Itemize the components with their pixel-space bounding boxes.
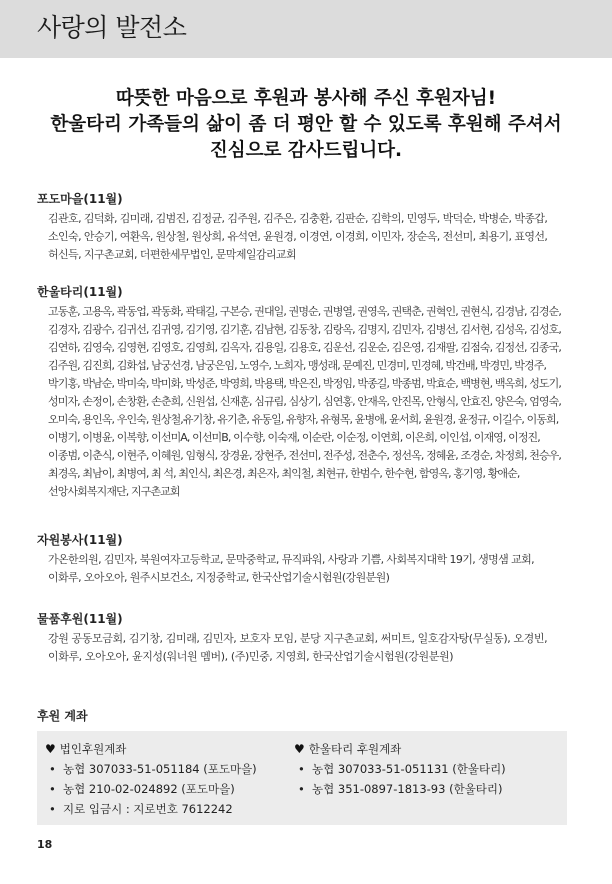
section-body-goods: 강원 공동모금회, 김기창, 김미래, 김민자, 보호자 모임, 분당 지구촌교회, 써미트, 일호감자탕(무실동), 오경빈, 이화루, 오아오아, 윤지성(워너원 멤버), (주)민중, 지영희, 한국산업기술시험원(강원분원) <box>48 632 548 663</box>
account-item <box>45 779 257 799</box>
section-volunteer <box>37 531 567 587</box>
corporate-account-label: 법인후원계좌 <box>59 742 127 756</box>
bullet-icon: • <box>298 782 305 796</box>
account-item <box>294 779 506 799</box>
account-item-text: 농협 210-02-024892 (포도마을) <box>63 782 235 796</box>
section-body-volunteer: 가온한의원, 김민자, 북원여자고등학교, 문막중학교, 뮤직파워, 사랑과 기쁨, 사회복지대학 19기, 생명샘 교회, 이화루, 오아오아, 원주시보건소, 지정중학교, 한국산업기술시험원(강원분원) <box>48 553 535 584</box>
donation-accounts-box <box>37 731 567 825</box>
hanultari-account-label: 한울타리 후원계좌 <box>308 742 402 756</box>
heart-icon: ♥ <box>45 742 56 756</box>
hanultari-account-heading <box>294 739 506 759</box>
section-title-goods: 물품후원(11월) <box>37 612 123 626</box>
headline-line-2: 한울타리 가족들의 삶이 좀 더 평안 할 수 있도록 후원해 주셔서 <box>50 114 562 135</box>
bullet-icon: • <box>298 762 305 776</box>
section-title-hanultari: 한울타리(11월) <box>37 285 123 299</box>
account-item-text: 농협 307033-51-051131 (한울타리) <box>312 762 506 776</box>
section-hanultari <box>37 283 567 501</box>
donation-section-title: 후원 계좌 <box>37 709 88 723</box>
section-body-hanultari: 고동훈, 고용옥, 곽동업, 곽동화, 곽태길, 구본승, 권대일, 권명순, 권병열, 권영옥, 권택춘, 권혁인, 권현식, 김경남, 김경순, 김경자, 김광수, 김귀선, 김귀영, 김기영, 김기훈, 김남현, 김동창, 김랑옥, 김명지, 김민자, 김병선, 김서현, 김성옥, 김성호, 김연하, 김영숙, 김영현, 김영호, 김영희, 김옥자, 김용일, 김용호, 김운선, 김운순, 김은영, 김재팔, 김점숙, 김정선, 김종국, 김주원, 김진희, 김화섭, 남궁선경, 남궁은임, 노영수, 노희자, 맹성래, 문예진, 민경미, 민경혜, 박건배, 박경민, 박경주, 박기홍, 박남순, 박미숙, 박미화, 박성준, 박영희, 박용택, 박은진, 박정임, 박종길, 박종범, 박효순, 백병현, 백옥희, 성도기, 성미자, 손정이, 손창환, 손춘희, 신원섭, 신재훈, 심규림, 심상기, 심연홍, 안재옥, 안진목, 안형식, 안효진, 양은숙, 엄영숙, 오미숙, 용인옥, 우인숙, 원상철,유기창, 유기춘, 유동일, 유향자, 유형목, 윤병애, 윤서희, 윤원경, 윤정규, 이길수, 이동희, 이병기, 이병윤, 이복향, 이선미A, 이선미B, 이수향, 이숙재, 이순란, 이순정, 이연희, 이은희, 이인섭, 이재영, 이정진, 이종범, 이춘식, 이현주, 이혜원, 임형식, 장경윤, 장현주, 전선미, 전주성, 전춘수, 정선옥, 정혜윤, 조경순, 차정희, 천승우, 최경옥, 최남이, 최병여, 최 석, 최인식, 최은경, 최은자, 최익철, 최현규, 한범수, 한수현, 함영옥, 홍기영, 황애순, 선앙사회복지재단, 지구촌교회 <box>48 305 561 498</box>
bullet-icon: • <box>49 762 56 776</box>
bullet-icon: • <box>49 802 56 816</box>
headline-line-3: 진심으로 감사드립니다. <box>209 140 403 161</box>
account-item <box>45 799 257 819</box>
section-goods <box>37 610 567 666</box>
corporate-account-heading <box>45 739 257 759</box>
corporate-account-column <box>45 739 257 819</box>
section-title-volunteer: 자원봉사(11월) <box>37 533 123 547</box>
account-item-text: 농협 351-0897-1813-93 (한울타리) <box>312 782 503 796</box>
section-title-podomaeul: 포도마을(11월) <box>37 192 123 206</box>
thank-you-headline <box>0 86 612 164</box>
account-item <box>45 759 257 779</box>
heart-icon: ♥ <box>294 742 305 756</box>
page-title: 사랑의 발전소 <box>37 13 187 42</box>
bullet-icon: • <box>49 782 56 796</box>
headline-line-1: 따뜻한 마음으로 후원과 봉사해 주신 후원자님! <box>115 88 497 109</box>
section-body-podomaeul: 김관호, 김덕화, 김미래, 김범진, 김정균, 김주원, 김주은, 김충환, 김판순, 김학의, 민영두, 박덕순, 박병순, 박종갑, 소인숙, 안승기, 여환옥, 원상철, 원상희, 유석연, 윤원경, 이경연, 이경희, 이민자, 장순옥, 전선미, 최용기, 표영선, 허신득, 지구촌교회, 더편한세무법인, 문막제일감리교회 <box>48 212 548 261</box>
header-band <box>0 0 612 58</box>
account-item-text: 지로 입금시 : 지로번호 7612242 <box>63 802 233 816</box>
account-item-text: 농협 307033-51-051184 (포도마을) <box>63 762 257 776</box>
section-podomaeul <box>37 190 567 264</box>
hanultari-account-column <box>294 739 506 799</box>
page-number: 18 <box>37 838 53 851</box>
account-item <box>294 759 506 779</box>
